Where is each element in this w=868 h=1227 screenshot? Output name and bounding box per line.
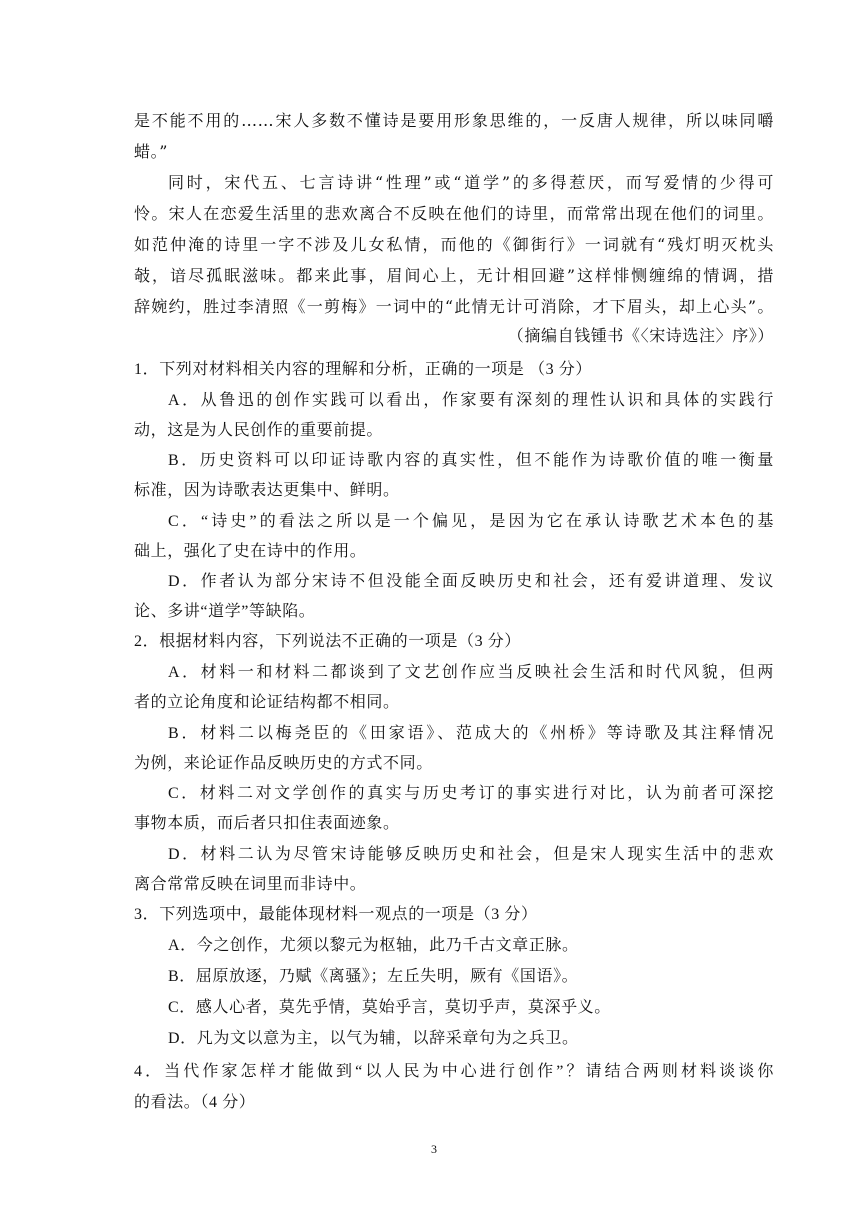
question-2-option-b-cont: 为例，来论证作品反映历史的方式不同。 [134, 755, 433, 772]
question-2-stem: 2．根据材料内容，下列说法不正确的一项是（3 分） [134, 633, 522, 650]
passage-line: 攲，谙尽孤眠滋味。都来此事，眉间心上，无计相回避”这样悱恻缠绵的情调，措 [134, 266, 774, 285]
question-2-option-d-cont: 离合常常反映在词里而非诗中。 [134, 876, 367, 893]
passage-line: 是不能不用的……宋人多数不懂诗是要用形象思维的，一反唐人规律，所以味同嚼 [134, 111, 774, 130]
passage-line: 怜。宋人在恋爱生活里的悲欢离合不反映在他们的诗里，而常常出现在他们的词里。 [134, 204, 774, 223]
question-3-option-a: A．今之创作，尤须以黎元为枢轴，此乃千古文章正脉。 [168, 937, 579, 954]
question-1-option-c: C．“诗史”的看法之所以是一个偏见，是因为它在承认诗歌艺术本色的基 [168, 513, 774, 530]
question-3-option-b: B．屈原放逐，乃赋《离骚》；左丘失明，厥有《国语》。 [168, 968, 579, 985]
passage-line: 辞婉约，胜过李清照《一剪梅》一词中的“此情无计可消除，才下眉头，却上心头”。 [134, 297, 774, 316]
question-1-option-a-cont: 动，这是为人民创作的重要前提。 [134, 422, 384, 439]
question-2-option-b: B．材料二以梅尧臣的《田家语》、范成大的《州桥》等诗歌及其注释情况 [168, 725, 774, 742]
question-1-option-b: B．历史资料可以印证诗歌内容的真实性，但不能作为诗歌价值的唯一衡量 [168, 452, 774, 469]
passage-paragraph-start: 同时，宋代五、七言诗讲“性理”或“道学”的多得惹厌，而写爱情的少得可 [168, 173, 774, 192]
question-1-option-b-cont: 标准，因为诗歌表达更集中、鲜明。 [134, 482, 400, 499]
question-4-stem: 4．当代作家怎样才能做到“以人民为中心进行创作”？请结合两则材料谈谈你 [134, 1063, 774, 1080]
question-2-option-c: C．材料二对文学创作的真实与历史考订的事实进行对比，认为前者可深挖 [168, 785, 774, 802]
passage-line: 蜡。” [134, 142, 168, 161]
question-2-option-a: A．材料一和材料二都谈到了文艺创作应当反映社会生活和时代风貌，但两 [168, 664, 774, 681]
question-3-stem: 3．下列选项中，最能体现材料一观点的一项是（3 分） [134, 906, 538, 923]
question-1-option-d-cont: 论、多讲“道学”等缺陷。 [134, 603, 316, 620]
passage-line: 如范仲淹的诗里一字不涉及儿女私情，而他的《御街行》一词就有“残灯明灭枕头 [134, 235, 774, 254]
question-2-option-a-cont: 者的立论角度和论证结构都不相同。 [134, 694, 400, 711]
question-2-option-d: D．材料二认为尽管宋诗能够反映历史和社会，但是宋人现实生活中的悲欢 [168, 846, 774, 863]
question-3-option-d: D．凡为文以意为主，以气为辅，以辞采章句为之兵卫。 [168, 1030, 579, 1047]
passage-source: （摘编自钱锺书《〈宋诗选注〉序》） [507, 326, 774, 345]
page-number: 3 [431, 1142, 437, 1156]
question-1-option-c-cont: 础上，强化了史在诗中的作用。 [134, 543, 367, 560]
question-2-option-c-cont: 事物本质，而后者只扣住表面迹象。 [134, 815, 400, 832]
question-1-stem: 1．下列对材料相关内容的理解和分析，正确的一项是 （3 分） [134, 361, 593, 378]
question-4-stem-cont: 的看法。（4 分） [134, 1094, 256, 1111]
question-3-option-c: C．感人心者，莫先乎情，莫始乎言，莫切乎声，莫深乎义。 [168, 999, 611, 1016]
question-1-option-d: D．作者认为部分宋诗不但没能全面反映历史和社会，还有爱讲道理、发议 [168, 573, 774, 590]
question-1-option-a: A．从鲁迅的创作实践可以看出，作家要有深刻的理性认识和具体的实践行 [168, 392, 774, 409]
